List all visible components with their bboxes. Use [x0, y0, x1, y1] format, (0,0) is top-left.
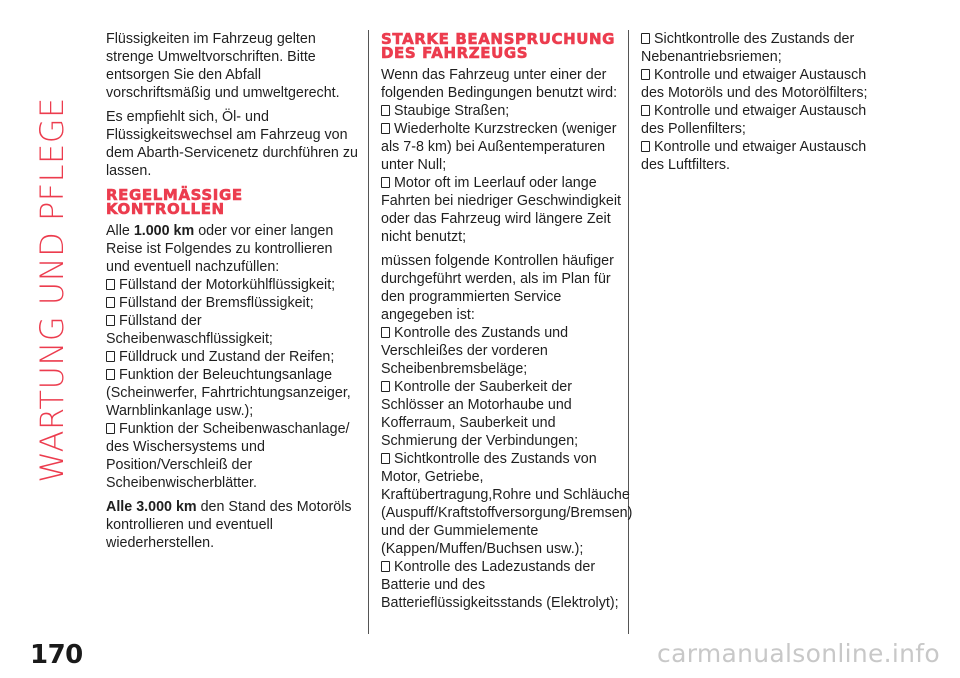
list-item-text: Fülldruck und Zustand der Reifen;: [119, 349, 335, 365]
list-item-text: Sichtkontrolle des Zustands von Motor, Getriebe, Kraftübertragung,Rohre und Schläuche (Auspuff/Kraftstoffversorgung/Bremsen) und der Gummielemente (Kappen/Muffen/Buchsen usw.);: [381, 451, 633, 557]
list-item: [641, 66, 893, 102]
paragraph-checks-intro: müssen folgende Kontrollen häufiger durchgeführt werden, als im Plan für den programmierten Service angegeben ist:: [381, 253, 614, 323]
bullet-box-icon: [381, 177, 390, 188]
list-item-text: Sichtkontrolle des Zustands der Nebenantriebsriemen;: [641, 31, 855, 65]
bullet-box-icon: [381, 327, 390, 338]
list-item: [106, 420, 358, 492]
bullet-box-icon: [641, 69, 650, 80]
list-item: [381, 558, 633, 612]
bullet-box-icon: [106, 369, 115, 380]
bullet-box-icon: [106, 297, 115, 308]
bullet-box-icon: [641, 141, 650, 152]
bullet-box-icon: [106, 315, 115, 326]
column-left: [106, 30, 358, 558]
bullet-box-icon: [106, 351, 115, 362]
list-item-text: Kontrolle und etwaiger Austausch des Luftfilters.: [641, 139, 867, 173]
list-item: [641, 102, 893, 138]
list-item-text: Funktion der Beleuchtungsanlage (Scheinwerfer, Fahrtrichtungsanzeiger, Warnblinkanlage usw.);: [106, 367, 351, 419]
list-item-text: Funktion der Scheibenwaschanlage/ des Wischersystems und Position/Verschleiß der Scheibenwischerblätter.: [106, 421, 350, 491]
closing-text: den Stand des Motoröls kontrollieren und eventuell wiederherstellen.: [106, 499, 352, 551]
bullet-box-icon: [106, 279, 115, 290]
list-item: [381, 174, 633, 246]
list-item: [381, 120, 633, 174]
bullet-box-icon: [381, 561, 390, 572]
paragraph-environment: Flüssigkeiten im Fahrzeug gelten strenge Umweltvorschriften. Bitte entsorgen Sie den Abfall vorschriftsmäßig und umweltgerecht.: [106, 31, 340, 101]
list-item: [106, 348, 358, 366]
column-middle: [381, 30, 633, 612]
list-item-text: Kontrolle und etwaiger Austausch des Pollenfilters;: [641, 103, 867, 137]
paragraph-service-recommendation: Es empfiehlt sich, Öl- und Flüssigkeitswechsel am Fahrzeug von dem Abarth-Servicenetz durchführen zu lassen.: [106, 109, 358, 179]
list-item: [381, 378, 633, 450]
list-item: [381, 450, 633, 558]
heading-regular-checks: REGELMÄSSIGE KONTROLLEN: [106, 186, 243, 218]
section-side-title-text: WARTUNG UND PFLEGE: [33, 97, 71, 483]
intro-distance: 1.000 km: [133, 223, 195, 239]
bullet-box-icon: [106, 423, 115, 434]
list-item-text: Kontrolle der Sauberkeit der Schlösser an Motorhaube und Kofferraum, Sauberkeit und Schmierung der Verbindungen;: [381, 379, 579, 449]
list-item-text: Kontrolle des Zustands und Verschleißes der vorderen Scheibenbremsbeläge;: [381, 325, 569, 377]
heading-heavy-use: STARKE BEANSPRUCHUNG DES FAHRZEUGS: [381, 30, 616, 62]
list-item: [106, 366, 358, 420]
list-item-text: Füllstand der Motorkühlflüssigkeit;: [119, 277, 336, 293]
column-right: [641, 30, 893, 174]
intro-prefix: Alle: [106, 223, 134, 239]
paragraph-intro-1000km: [106, 222, 358, 276]
list-item-text: Füllstand der Scheibenwaschflüssigkeit;: [106, 313, 273, 347]
watermark: carmanualsonline.info: [657, 639, 940, 668]
list-item: [381, 324, 633, 378]
list-item: [381, 102, 633, 120]
list-item-text: Kontrolle des Ladezustands der Batterie und des Batterieflüssigkeitsstands (Elektrolyt);: [381, 559, 619, 611]
bullet-box-icon: [381, 453, 390, 464]
list-item-text: Kontrolle und etwaiger Austausch des Motoröls und des Motorölfilters;: [641, 67, 868, 101]
bullet-box-icon: [381, 123, 390, 134]
list-item-text: Füllstand der Bremsflüssigkeit;: [119, 295, 314, 311]
list-item-text: Wiederholte Kurzstrecken (weniger als 7-8 km) bei Außentemperaturen unter Null;: [381, 121, 617, 173]
page-number: 170: [30, 640, 83, 670]
list-item: [106, 294, 358, 312]
intro-suffix: oder vor einer langen Reise ist Folgendes zu kontrollieren und eventuell nachzufüllen:: [106, 223, 334, 275]
paragraph-3000km: [106, 498, 358, 552]
bullet-box-icon: [381, 381, 390, 392]
list-item: [106, 312, 358, 348]
bullet-box-icon: [641, 105, 650, 116]
closing-distance: Alle 3.000 km: [106, 499, 197, 515]
list-item: [641, 30, 893, 66]
list-item: [106, 276, 358, 294]
paragraph-conditions-intro: Wenn das Fahrzeug unter einer der folgenden Bedingungen benutzt wird:: [381, 67, 618, 101]
bullet-box-icon: [381, 105, 390, 116]
bullet-box-icon: [641, 33, 650, 44]
list-item-text: Motor oft im Leerlauf oder lange Fahrten bei niedriger Geschwindigkeit oder das Fahrzeug wird längere Zeit nicht benutzt;: [381, 175, 621, 245]
list-item: [641, 138, 893, 174]
column-divider: [368, 30, 369, 634]
list-item-text: Staubige Straßen;: [394, 103, 510, 119]
